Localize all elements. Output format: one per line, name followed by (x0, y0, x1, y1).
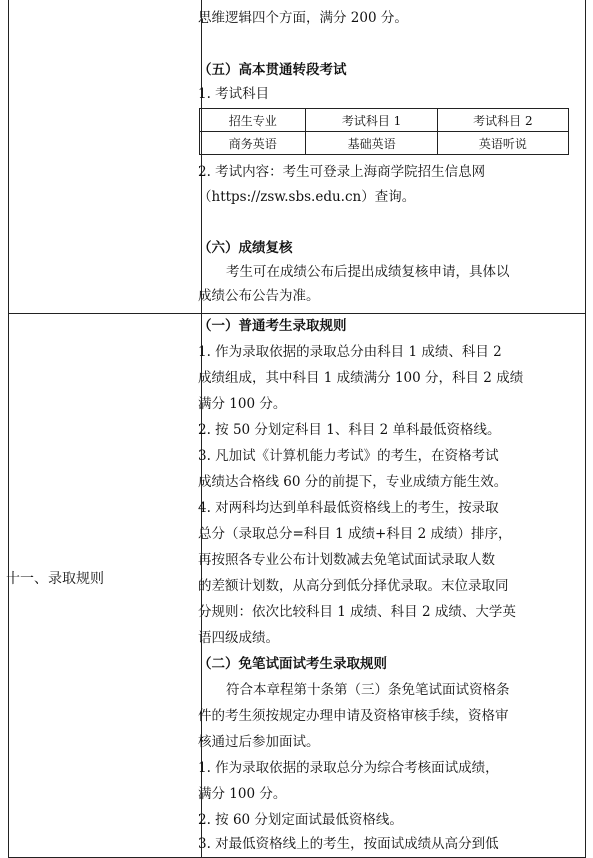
text-line: 符合本章程第十条第（三）条免笔试面试资格条 (226, 682, 510, 698)
text-line: 1. 作为录取依据的录取总分由科目 1 成绩、科目 2 (198, 344, 502, 360)
text-line: 的差额计划数，从高分到低分择优录取。末位录取同 (198, 578, 509, 594)
table-cell: 商务英语 (200, 132, 306, 155)
text-line: 1. 作为录取依据的录取总分为综合考核面试成绩， (198, 760, 499, 776)
text-line: 满分 100 分。 (198, 786, 287, 802)
table-header-cell: 招生专业 (200, 109, 306, 132)
table-row (200, 132, 569, 155)
text-line: 3. 凡加试《计算机能力考试》的考生，在资格考试 (198, 448, 499, 464)
table-cell: 英语听说 (437, 132, 568, 155)
section-title: （六）成绩复核 (198, 240, 293, 256)
text-line: 核通过后参加面试。 (198, 734, 320, 750)
text-line: 总分（录取总分=科目 1 成绩+科目 2 成绩）排序， (198, 526, 512, 542)
subjects-table (199, 108, 569, 155)
text-line: 4. 对两科均达到单科最低资格线上的考生，按录取 (198, 500, 499, 516)
text-line: 语四级成绩。 (198, 630, 279, 646)
section-title: （二）免笔试面试考生录取规则 (198, 656, 387, 672)
section-title: （一）普通考生录取规则 (198, 318, 347, 334)
text-line: 件的考生须按规定办理申请及资格审核手续，资格审 (198, 708, 509, 724)
text-line: 成绩公布公告为准。 (198, 288, 320, 304)
table-header-cell: 考试科目 2 (437, 109, 568, 132)
text-line: 2. 按 60 分划定面试最低资格线。 (198, 812, 403, 828)
text-line: 满分 100 分。 (198, 396, 287, 412)
text-line: 分规则：依次比较科目 1 成绩、科目 2 成绩、大学英 (198, 604, 516, 620)
text-line: 再按照各专业公布计划数减去免笔试面试录取人数 (198, 552, 495, 568)
text-line: 成绩达合格线 60 分的前提下，专业成绩方能生效。 (198, 474, 508, 490)
section-title: （五）高本贯通转段考试 (198, 62, 347, 78)
table-header-cell: 考试科目 1 (306, 109, 437, 132)
text-line: 1. 考试科目 (198, 86, 270, 102)
text-line: （https://zsw.sbs.edu.cn）查询。 (198, 189, 416, 205)
table-cell: 基础英语 (306, 132, 437, 155)
text-line: 思维逻辑四个方面，满分 200 分。 (198, 10, 408, 26)
text-line: 成绩组成，其中科目 1 成绩满分 100 分，科目 2 成绩 (198, 370, 524, 386)
text-line: 考生可在成绩公布后提出成绩复核申请，具体以 (226, 264, 510, 280)
table-row (200, 109, 569, 132)
text-line: 3. 对最低资格线上的考生，按面试成绩从高分到低 (198, 836, 499, 852)
row-label: 十一、录取规则 (6, 571, 104, 587)
text-line: 2. 按 50 分划定科目 1、科目 2 单科最低资格线。 (198, 422, 501, 438)
text-line: 2. 考试内容：考生可登录上海商学院招生信息网 (198, 164, 486, 180)
